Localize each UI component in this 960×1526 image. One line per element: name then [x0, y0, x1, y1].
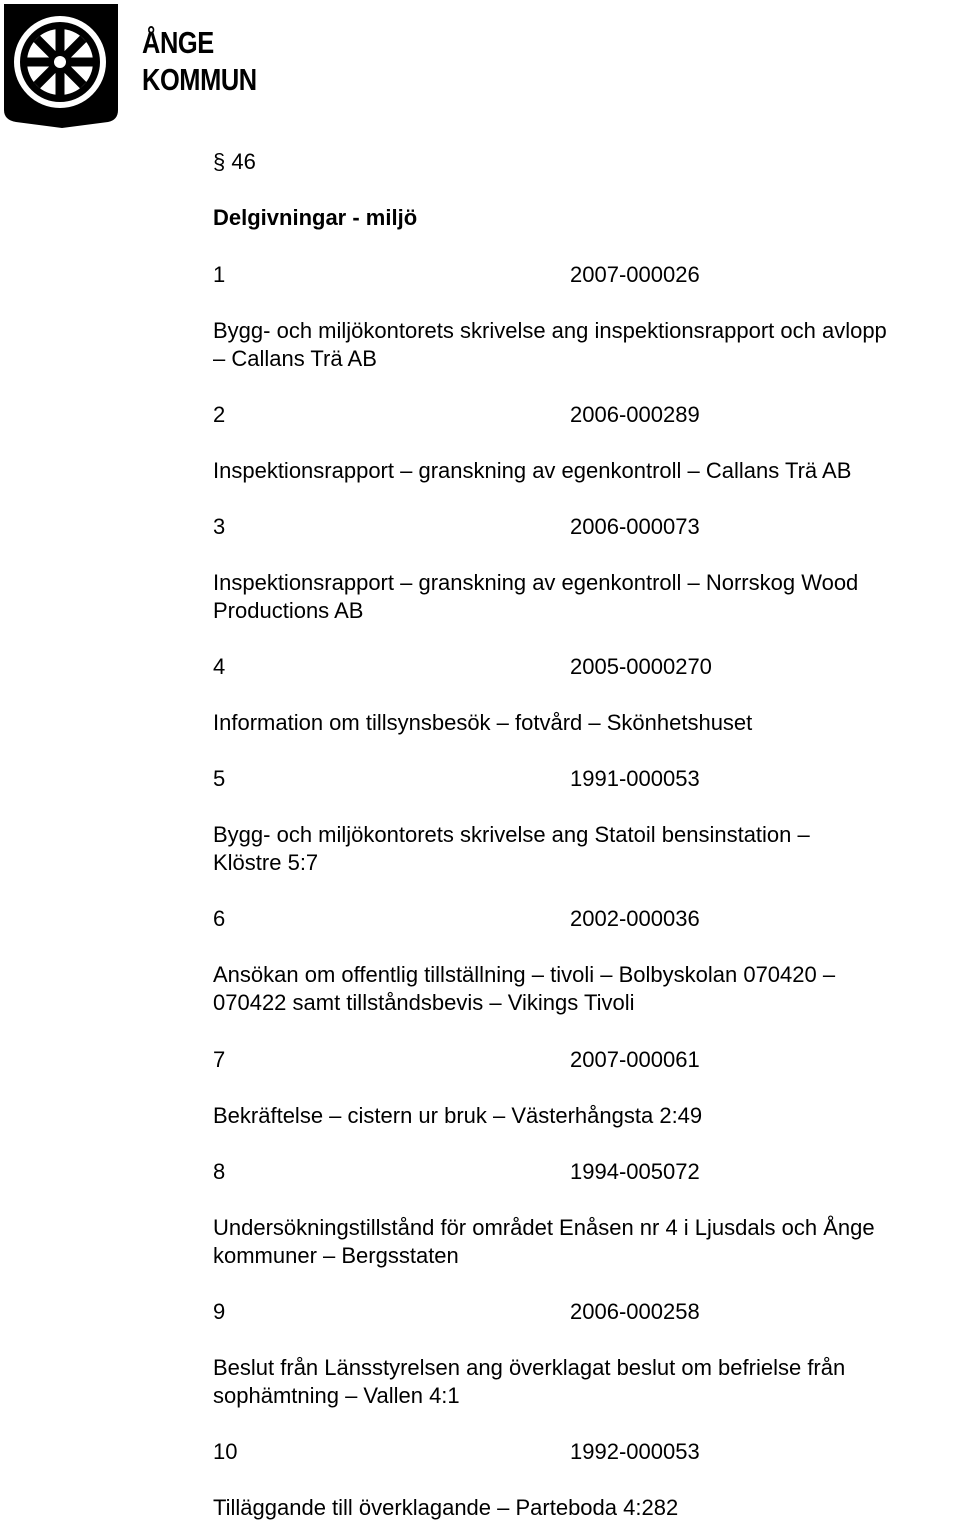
- case-reference: 2007-000026: [570, 262, 700, 287]
- item-description-line: Bekräftelse – cistern ur bruk – Västerhångsta 2:49: [213, 1103, 703, 1128]
- page-title: Delgivningar - miljö: [213, 205, 418, 230]
- item-header: [213, 1046, 960, 1074]
- wheel-emblem-icon: [2, 2, 122, 130]
- item-header: [213, 1298, 960, 1326]
- item-number: 2: [213, 402, 226, 427]
- item-description-line: Inspektionsrapport – granskning av egenkontroll – Callans Trä AB: [213, 458, 852, 483]
- case-reference: 2006-000289: [570, 402, 700, 427]
- item-number: 7: [213, 1047, 226, 1072]
- logo-line-kommun: KOMMUN: [142, 62, 257, 97]
- case-reference: 2005-0000270: [570, 654, 712, 679]
- item-description-line: Bygg- och miljökontorets skrivelse ang inspektionsrapport och avlopp: [213, 318, 887, 343]
- item-number: 6: [213, 906, 226, 931]
- item-number: 10: [213, 1439, 238, 1464]
- item-description-line: Productions AB: [213, 598, 364, 623]
- item-header: [213, 261, 960, 289]
- item-number: 5: [213, 766, 226, 791]
- item-header: [213, 1438, 960, 1466]
- item-number: 9: [213, 1299, 226, 1324]
- item-number: 8: [213, 1159, 226, 1184]
- logo-wordmark: [142, 24, 257, 98]
- paragraph-number: § 46: [213, 149, 256, 174]
- item-description-line: Ansökan om offentlig tillställning – tivoli – Bolbyskolan 070420 –: [213, 962, 836, 987]
- item-description-line: Klöstre 5:7: [213, 850, 319, 875]
- case-reference: 2006-000258: [570, 1299, 700, 1324]
- case-reference: 2007-000061: [570, 1047, 700, 1072]
- item-description-line: Inspektionsrapport – granskning av egenkontroll – Norrskog Wood: [213, 570, 859, 595]
- case-reference: 2002-000036: [570, 906, 700, 931]
- case-reference: 1991-000053: [570, 766, 700, 791]
- ange-kommun-logo: [2, 2, 257, 130]
- item-description-line: – Callans Trä AB: [213, 346, 377, 371]
- item-description-line: kommuner – Bergsstaten: [213, 1243, 459, 1268]
- item-number: 1: [213, 262, 226, 287]
- item-description-line: Bygg- och miljökontorets skrivelse ang Statoil bensinstation –: [213, 822, 810, 847]
- item-header: [213, 905, 960, 933]
- item-description-line: Information om tillsynsbesök – fotvård – Skönhetshuset: [213, 710, 753, 735]
- item-description-line: Undersökningstillstånd för området Enåsen nr 4 i Ljusdals och Ånge: [213, 1215, 875, 1240]
- item-header: [213, 765, 960, 793]
- item-header: [213, 401, 960, 429]
- case-reference: 2006-000073: [570, 514, 700, 539]
- logo-line-ange: ÅNGE: [142, 25, 214, 60]
- case-reference: 1994-005072: [570, 1159, 700, 1184]
- item-description-line: 070422 samt tillståndsbevis – Vikings Tivoli: [213, 990, 635, 1015]
- item-number: 3: [213, 514, 226, 539]
- item-header: [213, 653, 960, 681]
- item-description-line: Beslut från Länsstyrelsen ang överklagat beslut om befrielse från: [213, 1355, 846, 1380]
- item-header: [213, 513, 960, 541]
- item-header: [213, 1158, 960, 1186]
- case-reference: 1992-000053: [570, 1439, 700, 1464]
- item-description-line: sophämtning – Vallen 4:1: [213, 1383, 460, 1408]
- item-description-line: Tilläggande till överklagande – Parteboda 4:282: [213, 1495, 679, 1520]
- item-number: 4: [213, 654, 226, 679]
